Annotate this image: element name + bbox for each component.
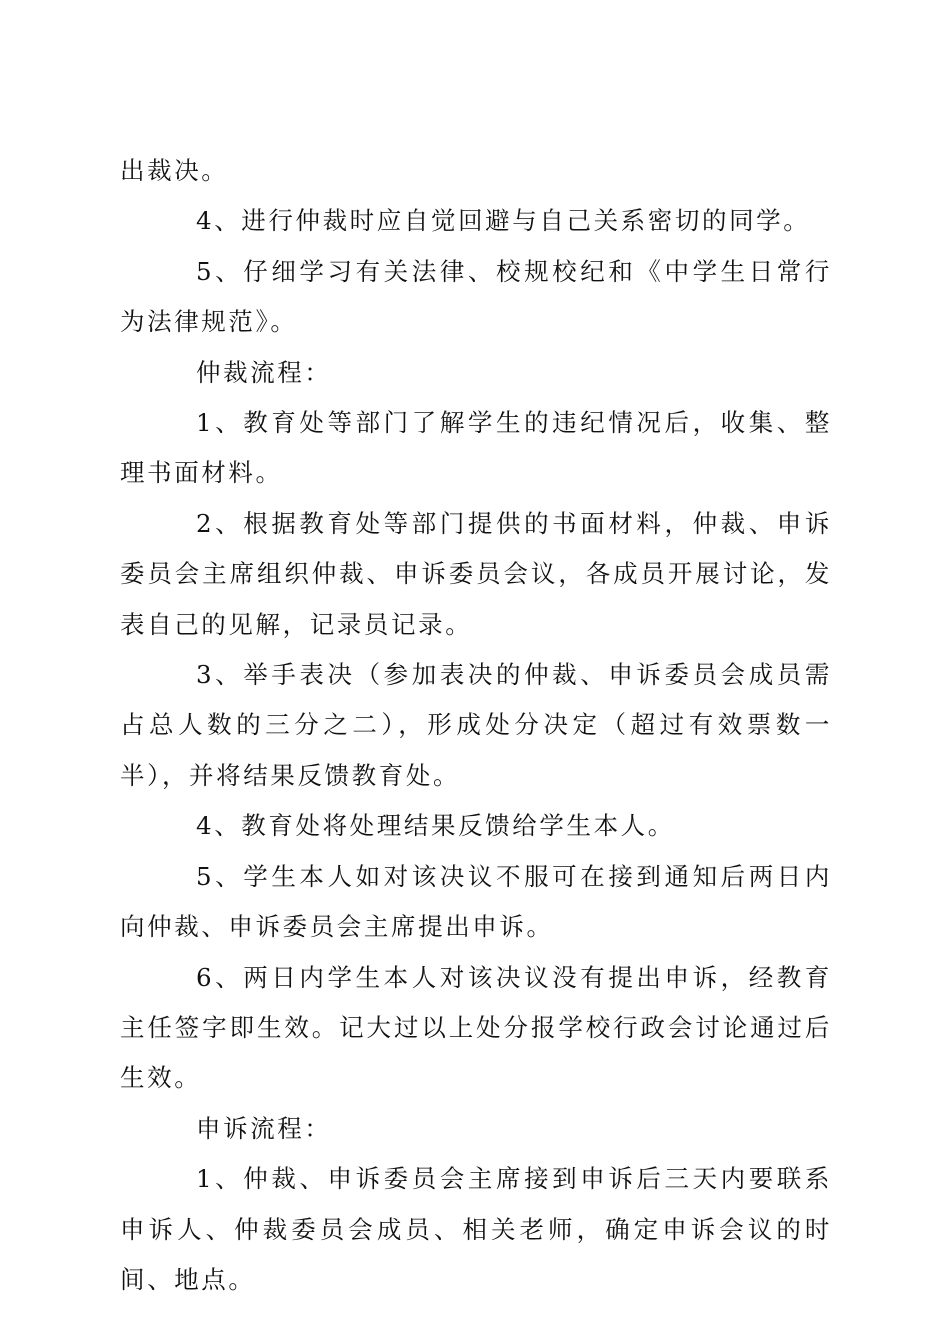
rule-item-5: 5、仔细学习有关法律、校规校纪和《中学生日常行为法律规范》。 <box>120 256 832 337</box>
arbitration-step-4: 4、教育处将处理结果反馈给学生本人。 <box>196 811 675 841</box>
appeal-process-heading: 申诉流程： <box>196 1113 332 1143</box>
arbitration-step-3: 3、举手表决（参加表决的仲裁、申诉委员会成员需占总人数的三分之二），形成处分决定（超过有效票数一半），并将结果反馈教育处。 <box>120 660 832 790</box>
arbitration-step-1: 1、教育处等部门了解学生的违纪情况后，收集、整理书面材料。 <box>120 408 832 488</box>
arbitration-step-2: 2、根据教育处等部门提供的书面材料，仲裁、申诉委员会主席组织仲裁、申诉委员会议，各成员开展讨论，发表自己的见解，记录员记录。 <box>120 508 832 639</box>
document-body <box>120 146 832 1305</box>
arbitration-process-heading: 仲裁流程： <box>196 357 332 387</box>
rule-item-4: 4、进行仲裁时应自觉回避与自己关系密切的同学。 <box>196 206 811 236</box>
arbitration-step-6: 6、两日内学生本人对该决议没有提出申诉，经教育主任签字即生效。记大过以上处分报学校行政会讨论通过后生效。 <box>120 962 832 1093</box>
paragraph-continuation: 出裁决。 <box>120 156 229 185</box>
appeal-step-1: 1、仲裁、申诉委员会主席接到申诉后三天内要联系申诉人、仲裁委员会成员、相关老师，确定申诉会议的时间、地点。 <box>120 1164 832 1294</box>
arbitration-step-5: 5、学生本人如对该决议不服可在接到通知后两日内向仲裁、申诉委员会主席提出申诉。 <box>120 861 832 942</box>
